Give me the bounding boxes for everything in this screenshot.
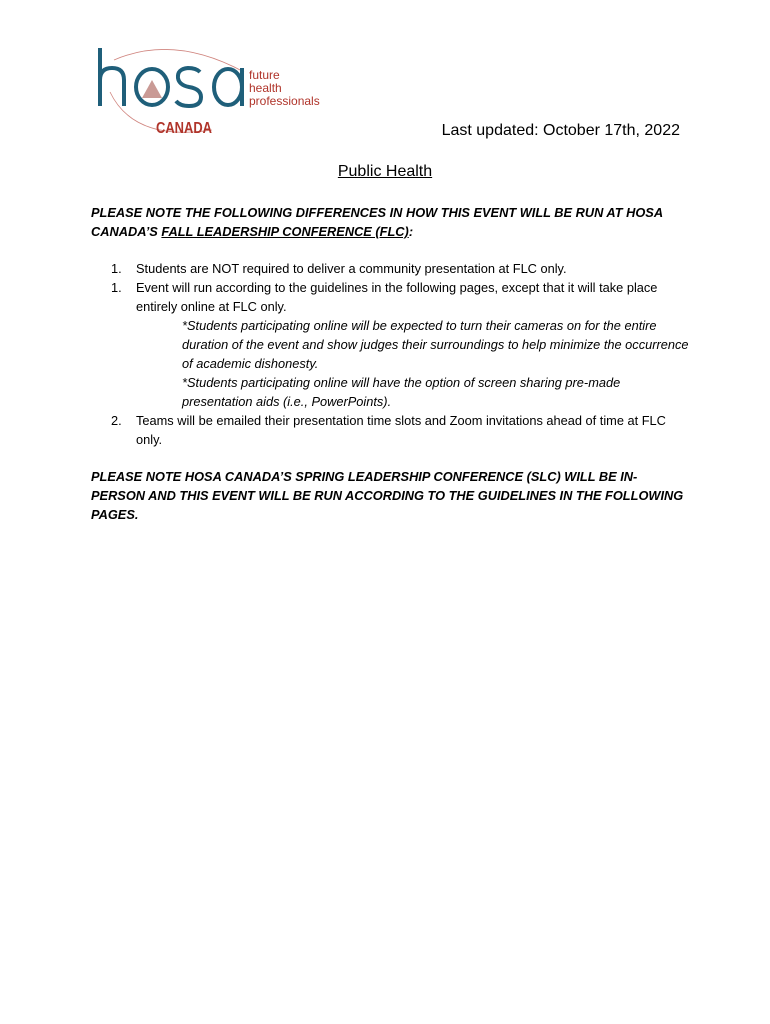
list-item-number: 2.	[111, 413, 122, 428]
last-updated: Last updated: October 17th, 2022	[441, 122, 680, 139]
list-item	[91, 411, 691, 449]
logo-tagline-health: health	[249, 81, 282, 95]
logo-tagline-professionals: professionals	[249, 94, 320, 108]
logo-country: CANADA	[156, 120, 213, 137]
flc-notice	[91, 203, 691, 241]
differences-list	[91, 259, 691, 449]
logo-tagline-future: future	[249, 68, 280, 82]
list-item	[91, 278, 691, 316]
hosa-canada-logo	[94, 42, 326, 142]
list-item-note: *Students participating online will be expected to turn their cameras on for the entire duration of the event and show judges their surroundings to help minimize the occurrence of academic dishonesty.	[182, 318, 689, 371]
logo-triangle	[142, 80, 162, 98]
list-item-note: *Students participating online will have the option of screen sharing pre-made presentation aids (i.e., PowerPoints).	[182, 375, 621, 409]
slc-notice: PLEASE NOTE HOSA CANADA’S SPRING LEADERSHIP CONFERENCE (SLC) WILL BE IN-PERSON AND THIS EVENT WILL BE RUN ACCORDING TO THE GUIDELINES IN THE FOLLOWING PAGES.	[91, 469, 684, 522]
list-item-text: Teams will be emailed their presentation time slots and Zoom invitations ahead of time at FLC only.	[136, 413, 666, 447]
flc-notice-underlined: FALL LEADERSHIP CONFERENCE (FLC)	[161, 224, 409, 239]
list-item-text: Students are NOT required to deliver a community presentation at FLC only.	[136, 261, 567, 276]
list-item-number: 1.	[111, 280, 122, 295]
list-item-text: Event will run according to the guidelines in the following pages, except that it will take place entirely online at FLC only.	[136, 280, 658, 314]
page-title-text: Public Health	[337, 163, 433, 180]
list-item	[91, 259, 691, 278]
list-item-number: 1.	[111, 261, 122, 276]
flc-notice-text: PLEASE NOTE THE FOLLOWING DIFFERENCES IN HOW THIS EVENT WILL BE RUN AT HOSA CANADA’S	[91, 205, 663, 239]
page-title	[0, 163, 770, 181]
flc-notice-suffix: :	[408, 224, 414, 239]
logo-graphic	[94, 42, 326, 142]
